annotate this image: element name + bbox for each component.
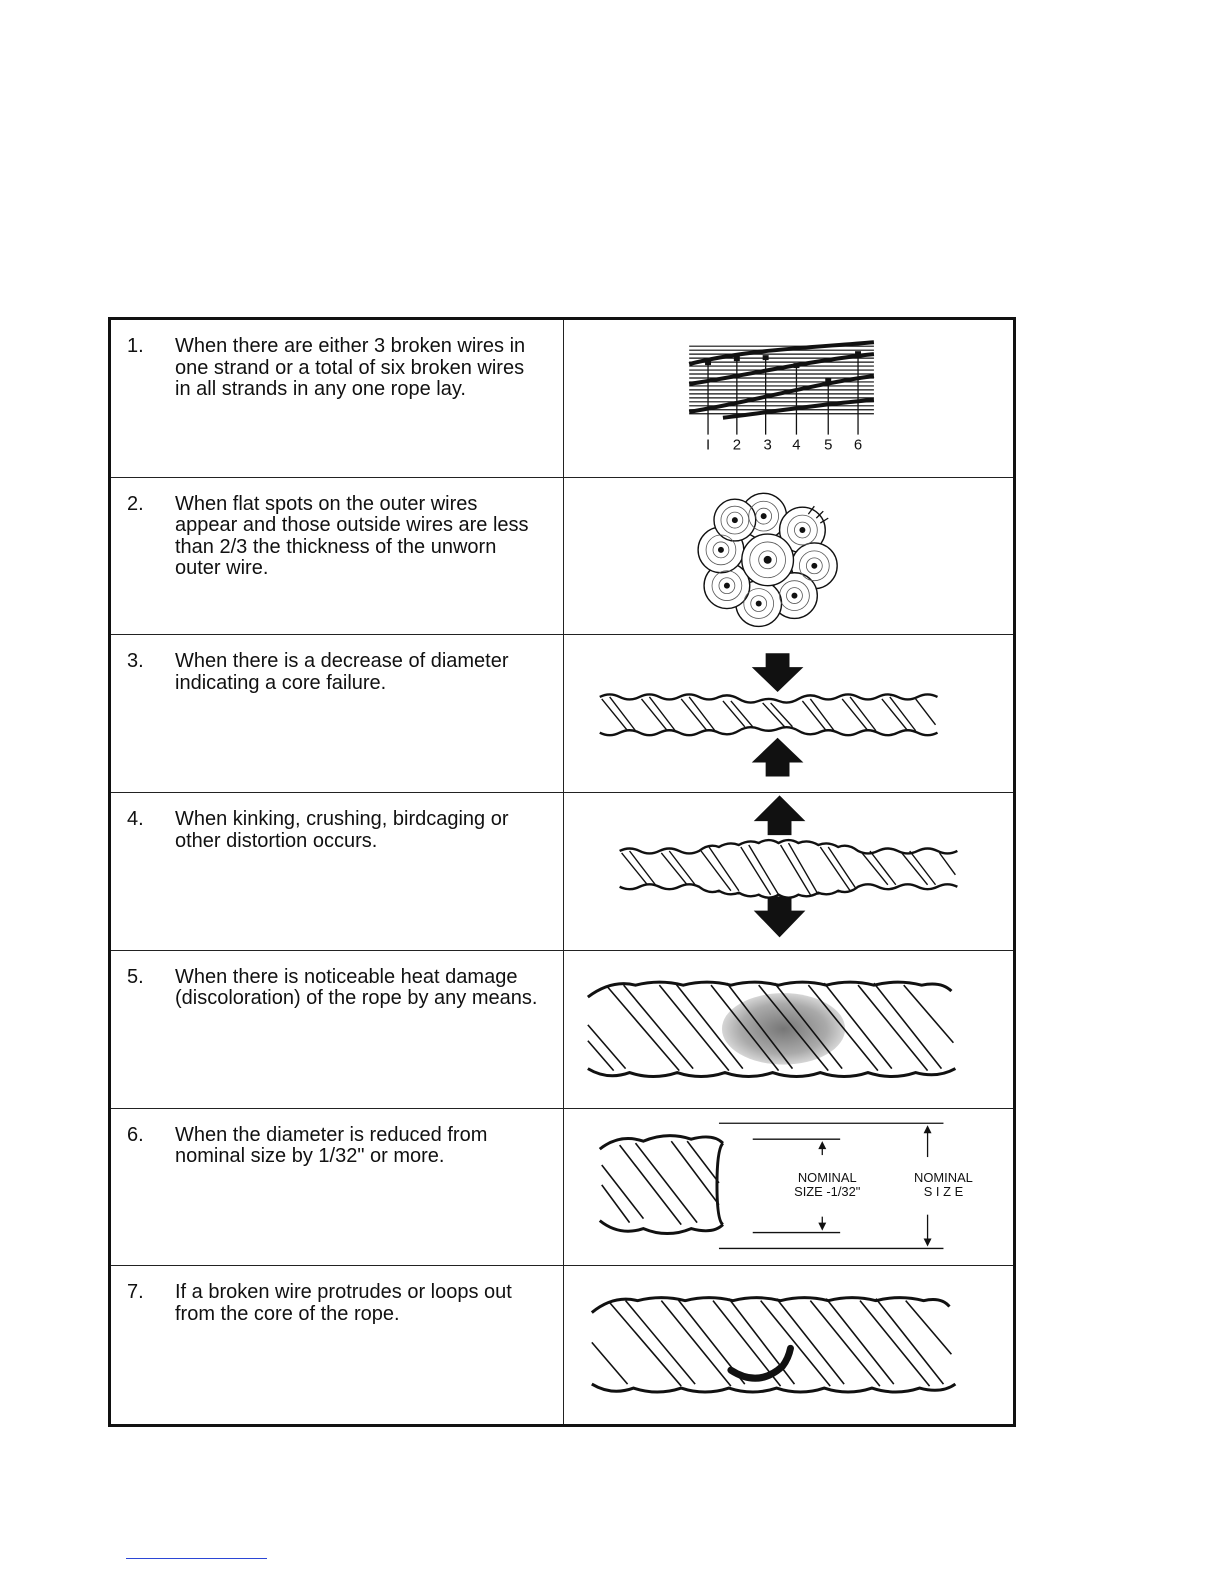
diameter-decrease-illustration	[564, 635, 1013, 792]
row-number: 3.	[127, 650, 144, 673]
up-arrow-icon	[752, 738, 804, 777]
row-description: When flat spots on the outer wires appear and those outside wires are less than 2/3 the thickness of the unworn outer wire.	[175, 492, 529, 580]
heat-discoloration-area	[722, 993, 845, 1065]
row-number: 6.	[127, 1123, 144, 1146]
row-number: 1.	[127, 335, 144, 357]
footer-rule	[126, 1558, 267, 1559]
reduced-size-label-line2: SIZE -1/32"	[794, 1183, 861, 1199]
row-description: When the diameter is reduced from nominal size by 1/32" or more.	[175, 1123, 488, 1168]
rope-cross-section-figure	[564, 478, 1013, 636]
criteria-row-6-text	[111, 1109, 564, 1267]
criteria-row-4-text	[111, 793, 564, 951]
marker-label: 6	[853, 437, 863, 454]
row-number: 2.	[127, 492, 144, 515]
criteria-row-1-text	[111, 320, 564, 478]
row-description: When there is noticeable heat damage (discoloration) of the rope by any means.	[175, 965, 538, 1010]
distortion-figure	[564, 793, 1013, 951]
broken-wires-figure	[564, 320, 1013, 478]
row-description: When kinking, crushing, birdcaging or other distortion occurs.	[175, 808, 509, 852]
marker-label: 5	[824, 437, 833, 454]
nominal-size-label-line2: S I Z E	[923, 1183, 964, 1199]
rope-cross-section-illustration	[564, 478, 1013, 635]
marker-label: 3	[763, 437, 772, 454]
criteria-row-3-text	[111, 635, 564, 793]
heat-damage-figure	[564, 951, 1013, 1109]
criteria-row-2-text	[111, 478, 564, 636]
marker-label: 2	[732, 437, 741, 454]
heat-damage-illustration	[564, 951, 1013, 1108]
row-number: 7.	[127, 1281, 144, 1304]
row-description: If a broken wire protrudes or loops out from the core of the rope.	[175, 1281, 512, 1325]
row-description: When there are either 3 broken wires in one strand or a total of six broken wires in all strands in any one rope lay.	[175, 335, 526, 400]
row-description: When there is a decrease of diameter indicating a core failure.	[175, 650, 509, 694]
nominal-size-figure	[564, 1109, 1013, 1267]
distortion-illustration	[564, 793, 1013, 950]
row-number: 4.	[127, 808, 144, 831]
up-arrow-icon	[754, 795, 806, 835]
nominal-size-illustration	[564, 1109, 1013, 1266]
diameter-decrease-figure	[564, 635, 1013, 793]
down-arrow-icon	[754, 897, 806, 938]
marker-label: 4	[792, 437, 801, 454]
down-arrow-icon	[752, 654, 804, 693]
protruding-wire-illustration	[564, 1266, 1013, 1424]
row-number: 5.	[127, 965, 144, 988]
broken-wires-illustration	[564, 320, 1013, 477]
reduced-size-label-line1: NOMINAL	[797, 1169, 857, 1185]
broken-wire-loop	[731, 1349, 791, 1379]
nominal-size-label-line1: NOMINAL	[914, 1169, 973, 1185]
rope-replacement-criteria-table	[108, 317, 1016, 1427]
criteria-row-5-text	[111, 951, 564, 1109]
criteria-row-7-text	[111, 1266, 564, 1424]
marker-label: I	[705, 437, 711, 454]
protruding-wire-figure	[564, 1266, 1013, 1424]
